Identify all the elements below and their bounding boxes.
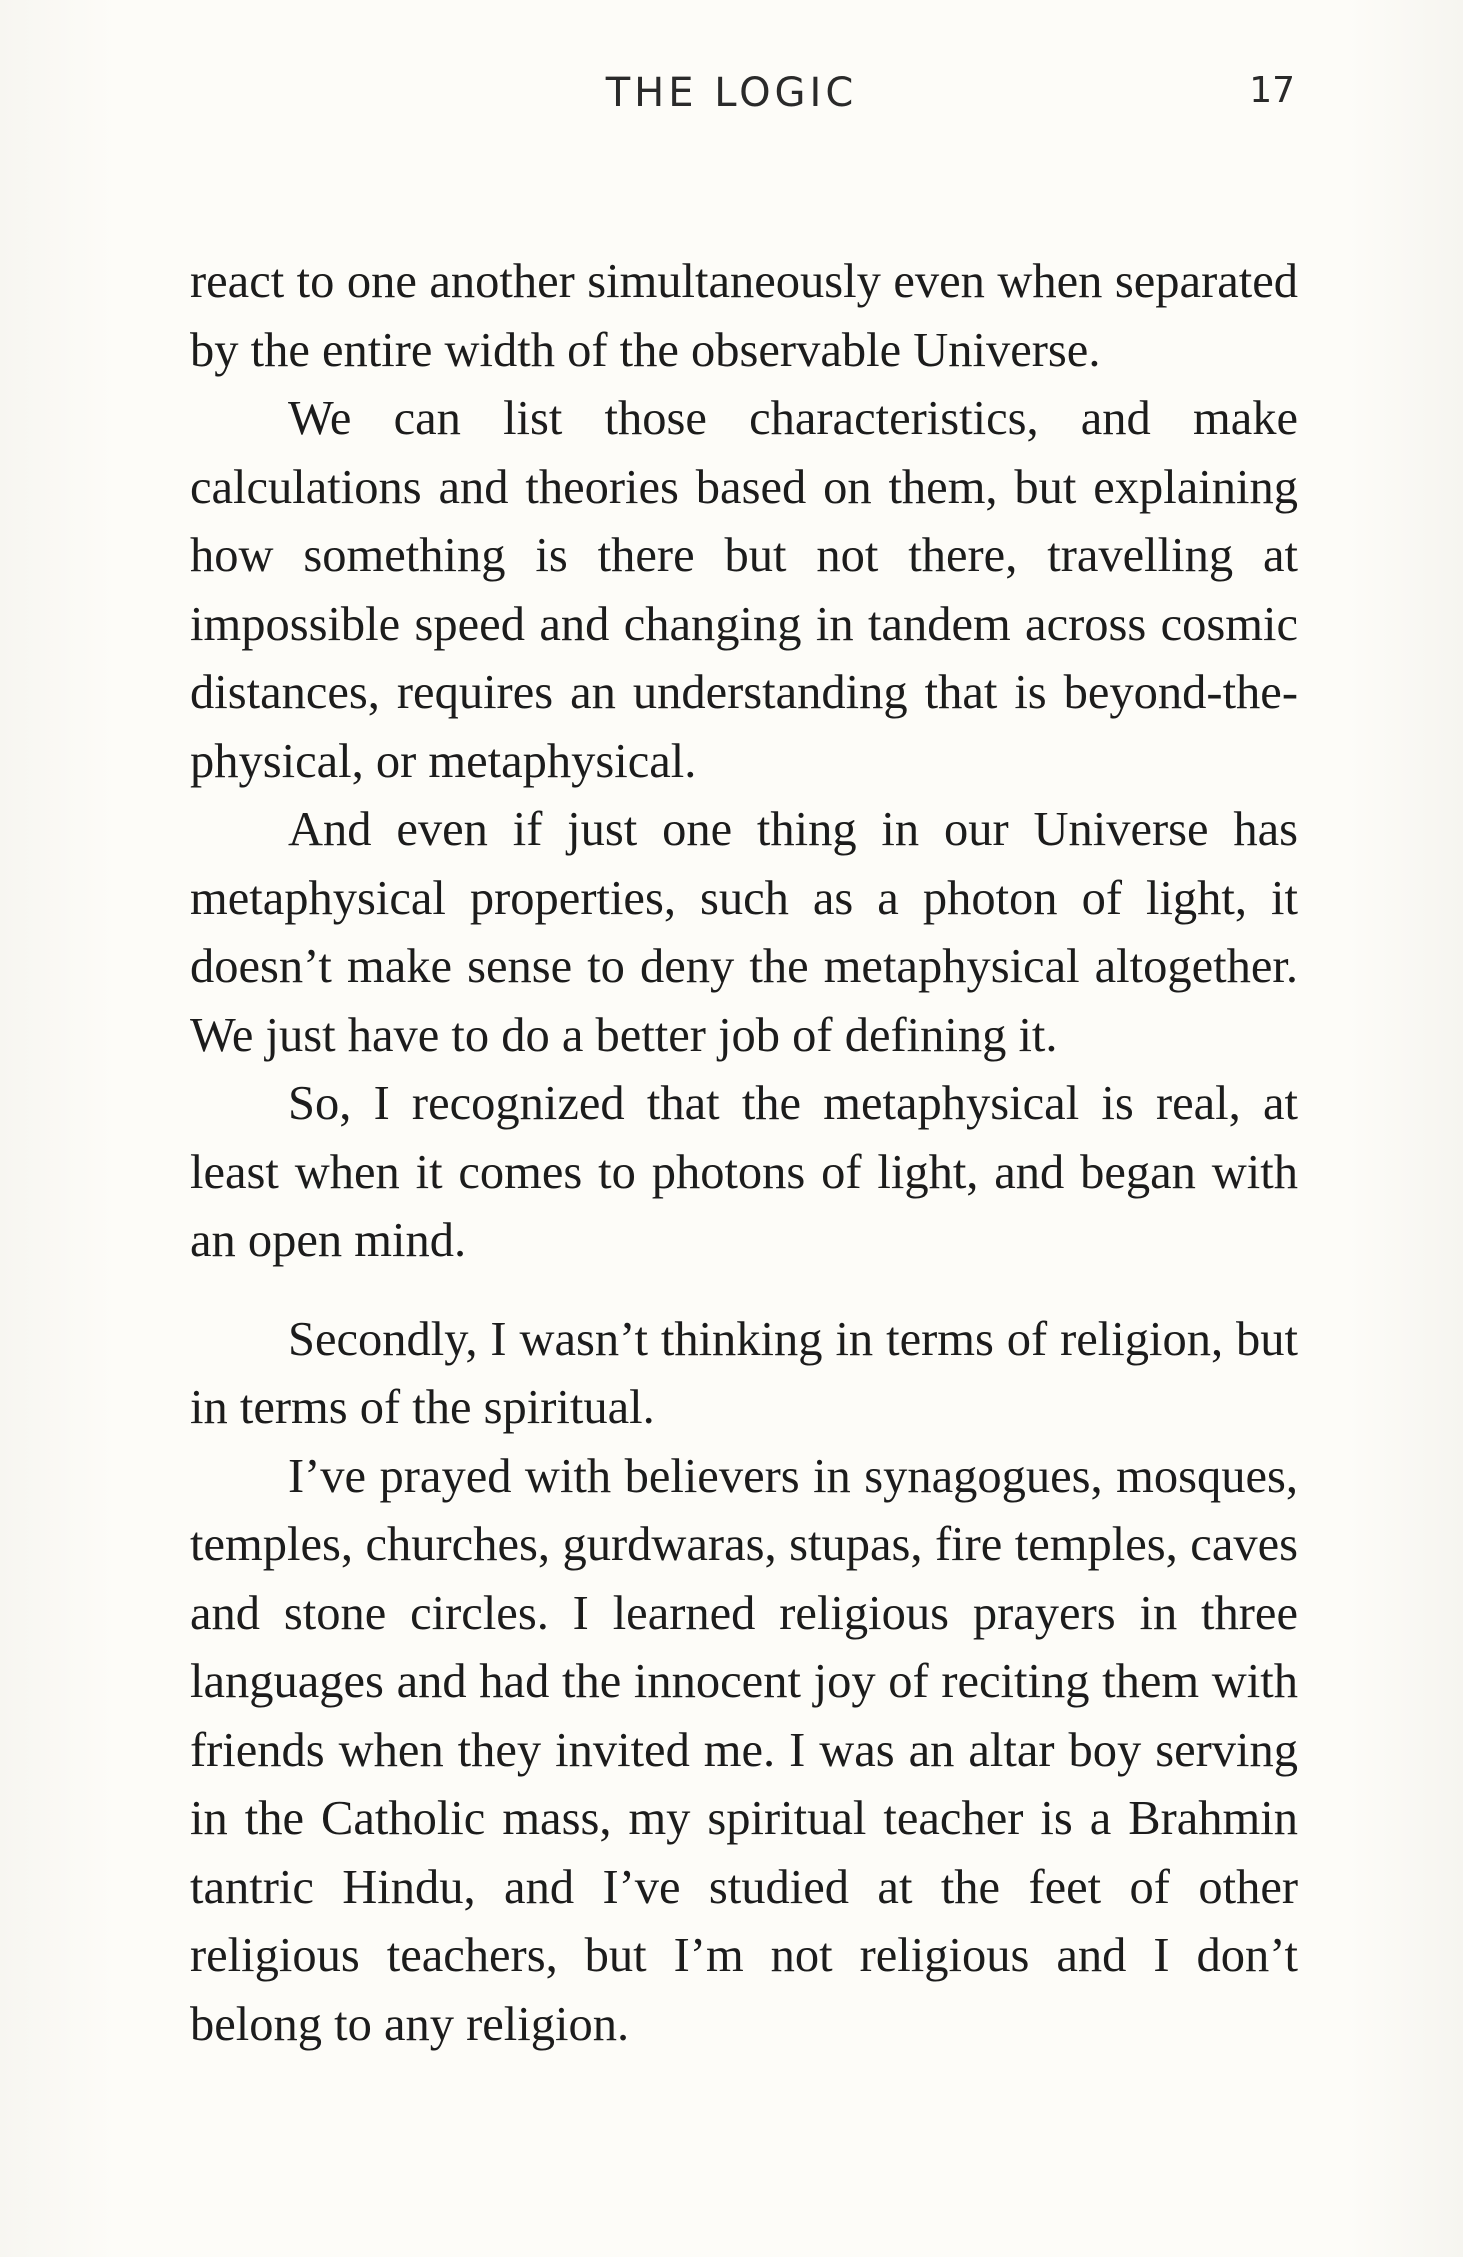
paragraph-continuation: react to one another simultaneously even when separated by the entire width of the observable Universe. [190, 255, 1298, 377]
paragraph-open-mind: So, I recognized that the metaphysical is real, at least when it comes to photons of light, and began with an open mind. [190, 1077, 1298, 1267]
paragraph-characteristics: We can list those characteristics, and make calculations and theories based on them, but explaining how something is there but not there, travelling at impossible speed and changing in tandem across cosmic distances, requires an understanding that is beyond-the-physical, or metaphysical. [190, 392, 1298, 788]
body-text [190, 248, 1298, 2059]
page-number: 17 [1249, 70, 1295, 111]
paragraph-secondly: Secondly, I wasn’t thinking in terms of religion, but in terms of the spiritual. [190, 1312, 1298, 1434]
paragraph-metaphysical-properties: And even if just one thing in our Universe has metaphysical properties, such as a photon of light, it doesn’t make sense to deny the metaphysical altogether. We just have to do a better job of defining it. [190, 803, 1298, 1062]
paragraph-prayed: I’ve prayed with believers in synagogues, mosques, temples, churches, gurdwaras, stupas, fire temples, caves and stone circles. I learned religious prayers in three languages and had the innocent joy of reciting them with friends when they invited me. I was an altar boy serving in the Catholic mass, my spiritual teacher is a Brahmin tantric Hindu, and I’ve studied at the feet of other religious teachers, but I’m not religious and I don’t belong to any religion. [190, 1449, 1298, 2051]
running-title: THE LOGIC [605, 70, 858, 116]
